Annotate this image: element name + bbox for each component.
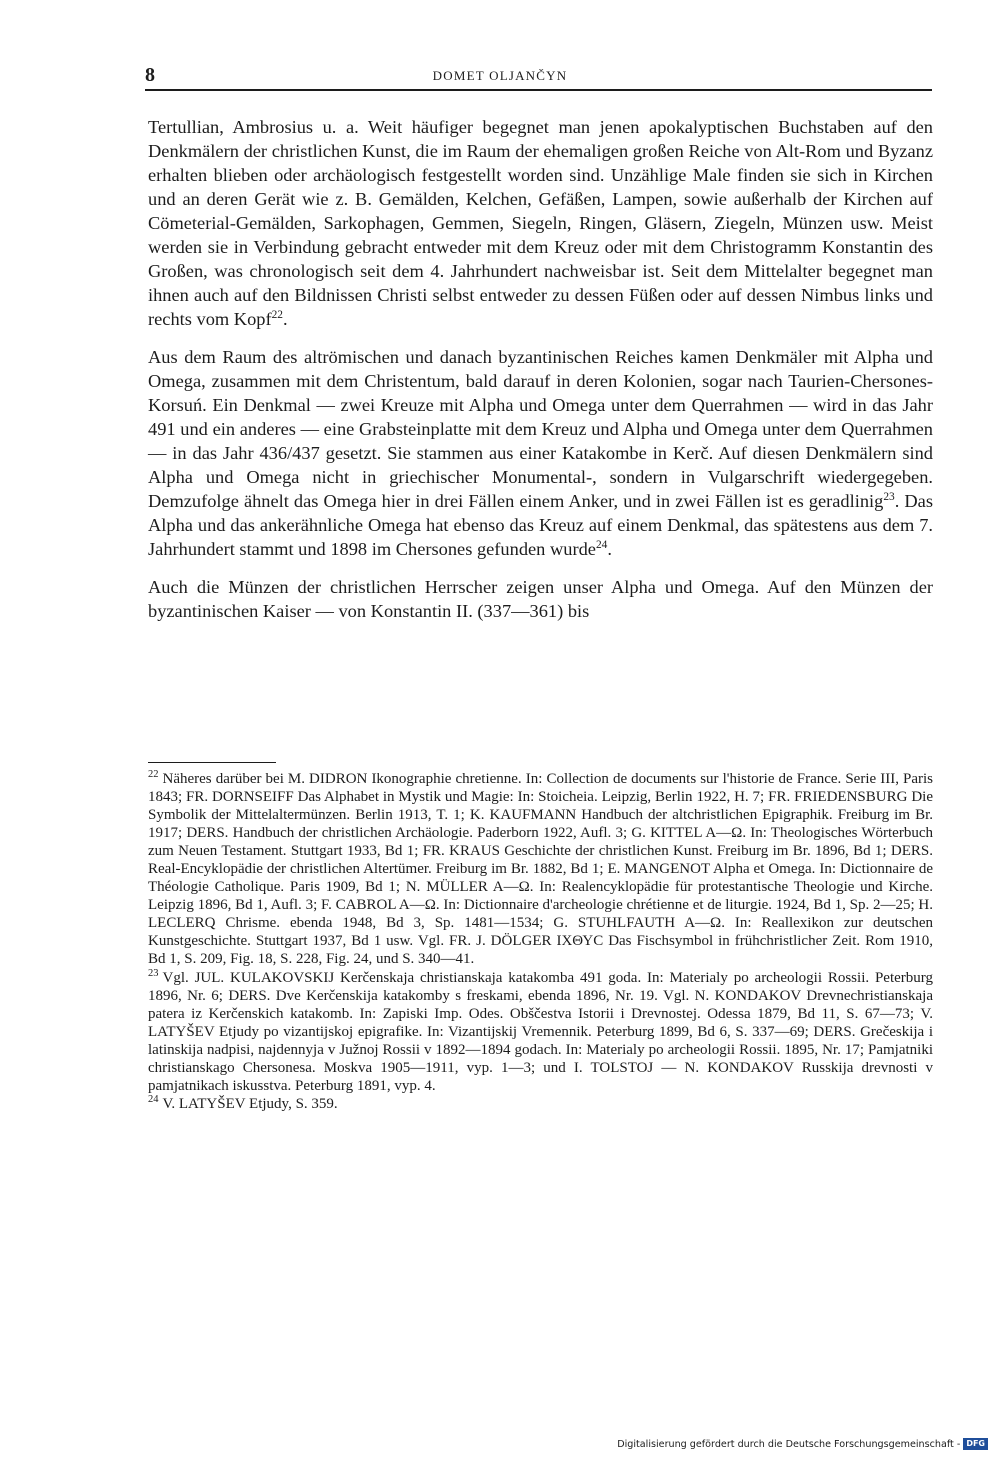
footnote-ref-22[interactable]: 22: [271, 308, 283, 321]
header-rule: [145, 89, 932, 91]
footnote-number: 22: [148, 769, 159, 780]
paragraph-2: Aus dem Raum des altrömischen und danach byzantinischen Reiches kamen Denkmäler mit Alpha und Omega, zusammen mit dem Christentum, bald darauf in deren Kolonien, sogar nach Taurien-Chersones-Korsuń. Ein Denkmal — zwei Kreuze mit Alpha und Omega unter dem Querrahmen — wird in das Jahr 491 und ein anderes — eine Grabsteinplatte mit dem Kreuz und Alpha und Omega unter dem Querrahmen — in das Jahr 436/437 gesetzt. Sie stammen aus einer Katakombe in Kerč. Auf diesen Denkmälern sind Alpha und Omega nicht in griechischer Monumental-, sondern in Vulgarschrift wiedergegeben. Demzufolge ähnelt das Omega hier in drei Fällen einem Anker, und in zwei Fällen ist es geradlinig$^{23}$. Das Alpha und das ankerähnliche Omega hat ebenso das Kreuz auf einem Denkmal, das spätestens aus dem 7. Jahrhundert stammt und 1898 im Chersones gefunden wurde$^{24}$.: [148, 347, 934, 559]
footnote-rule: [148, 762, 276, 763]
footnotes: [148, 770, 933, 1113]
footnote-22: $^{22}$ Näheres darüber bei M. DIDRON Ikonographie chretienne. In: Collection de documents sur l'historie de France. Serie III, Paris 1843; FR. DORNSEIFF Das Alphabet in Mystik und Magie: In: Stoicheia. Leipzig, Berlin 1922, H. 7; FR. FRIEDENSBURG Die Symbolik der Mittelaltermünzen. Berlin 1913, T. 1; K. KAUFMANN Handbuch der altchristlichen Epigraphik. Freiburg im Br. 1917; DERS. Handbuch der christlichen Archäologie. Paderborn 1922, Aufl. 3; G. KITTEL A—Ω. In: Theologisches Wörterbuch zum Neuen Testament. Stuttgart 1933, Bd 1; FR. KRAUS Geschichte der christlichen Kunst. Freiburg im Br. 1896, Bd 1; DERS. Real-Encyklopädie der christlichen Altertümer. Freiburg im Br. 1882, Bd 1; E. MANGENOT Alpha et Omega. In: Dictionnaire de Théologie Catholique. Paris 1909, Bd 1; N. MÜLLER A—Ω. In: Realencyklopädie für protestantische Theologie und Kirche. Leipzig 1896, Bd 1, Aufl. 3; F. CABROL A—Ω. In: Dictionnaire d'archeologie chrétienne et de liturgie. 1924, Bd 1, Sp. 2—25; H. LECLERQ Chrisme. ebenda 1948, Bd 3, Sp. 1481—1534; G. STUHLFAUTH A—Ω. In: Reallexikon zur deutschen Kunstgeschichte. Stuttgart 1937, Bd 1 usw. Vgl. FR. J. DÖLGER ΙΧΘΥC Das Fischsymbol in frühchristlicher Zeit. Rom 1910, Bd 1, S. 209, Fig. 18, S. 228, Fig. 24, und S. 340—41.: [148, 769, 933, 968]
paragraph-1: Tertullian, Ambrosius u. a. Weit häufiger begegnet man jenen apokalyptischen Buchstaben auf den Denkmälern der christlichen Kunst, die im Raum der ehemaligen großen Reiche von Alt-Rom und Byzanz erhalten blieben oder archäologisch festgestellt worden sind. Unzählige Male finden sie sich in Kirchen und an deren Gerät wie z. B. Gemälden, Kelchen, Gefäßen, Lampen, sowie außerhalb der Kirchen auf Cömeterial-Gemälden, Sarkophagen, Gemmen, Siegeln, Ringen, Gläsern, Ziegeln, Münzen usw. Meist werden sie in Verbindung gebracht entweder mit dem Kreuz oder mit dem Christogramm Konstantin des Großen, was chronologisch seit dem 4. Jahrhundert nachweisbar ist. Seit dem Mittelalter begegnet man ihnen auch auf den Bildnissen Christi selbst entweder zu dessen Füßen oder auf dessen Nimbus links und rechts vom Kopf$^{22}$.: [148, 117, 933, 329]
running-title: DOMET OLJANČYN: [432, 68, 568, 83]
footnote-24: $^{24}$ V. LATYŠEV Etjudy, S. 359.: [148, 1093, 338, 1112]
paragraph-3: Auch die Münzen der christlichen Herrscher zeigen unser Alpha und Omega. Auf den Münzen der byzantinischen Kaiser — von Konstantin II. (337—361) bis: [148, 577, 933, 621]
dfg-logo: DFG: [963, 1438, 988, 1450]
page-number: 8: [145, 64, 155, 86]
funding-note: Digitalisierung gefördert durch die Deutsche Forschungsgemeinschaft -: [617, 1438, 961, 1450]
footnote-number: 24: [148, 1093, 159, 1105]
body-text: [148, 115, 933, 623]
footnote-23: $^{23}$ Vgl. JUL. KULAKOVSKIJ Kerčenskaja christianskaja katakomba 491 goda. In: Materialy po archeologii Rossii. Peterburg 1896, Nr. 6; DERS. Dve Kerčenskija katakomby s freskami, ebenda 1896, Nr. 19. Vgl. N. KONDAKOV Drevnechristianskaja patera iz Kerčenskich katakomb. In: Zapiski Imp. Odes. Obščestva Istorii i Drevnostej. Odessa 1879, Bd 11, S. 67—73; V. LATYŠEV Etjudy po vizantijskoj epigrafike. In: Vizantijskij Vremennik. Peterburg 1899, Bd 6, S. 337—69; DERS. Grečeskija i latinskija nadpisi, najdennyja v Južnoj Rossii v 1892—1894 godach. In: Materialy po archeologii Rossii. 1895, Nr. 17; Pamjatniki christianskago Chersonesa. Moskva 1905—1911, vyp. 1—3; und I. TOLSTOJ — N. KONDAKOV Russkija drevnosti v pamjatnikach iskusstva. Peterburg 1891, vyp. 4.: [148, 967, 933, 1094]
footnote-ref-23[interactable]: 23: [883, 490, 895, 503]
footnote-number: 23: [148, 967, 159, 979]
footnote-ref-24[interactable]: 24: [595, 538, 608, 551]
funding-footer: [617, 1438, 988, 1450]
